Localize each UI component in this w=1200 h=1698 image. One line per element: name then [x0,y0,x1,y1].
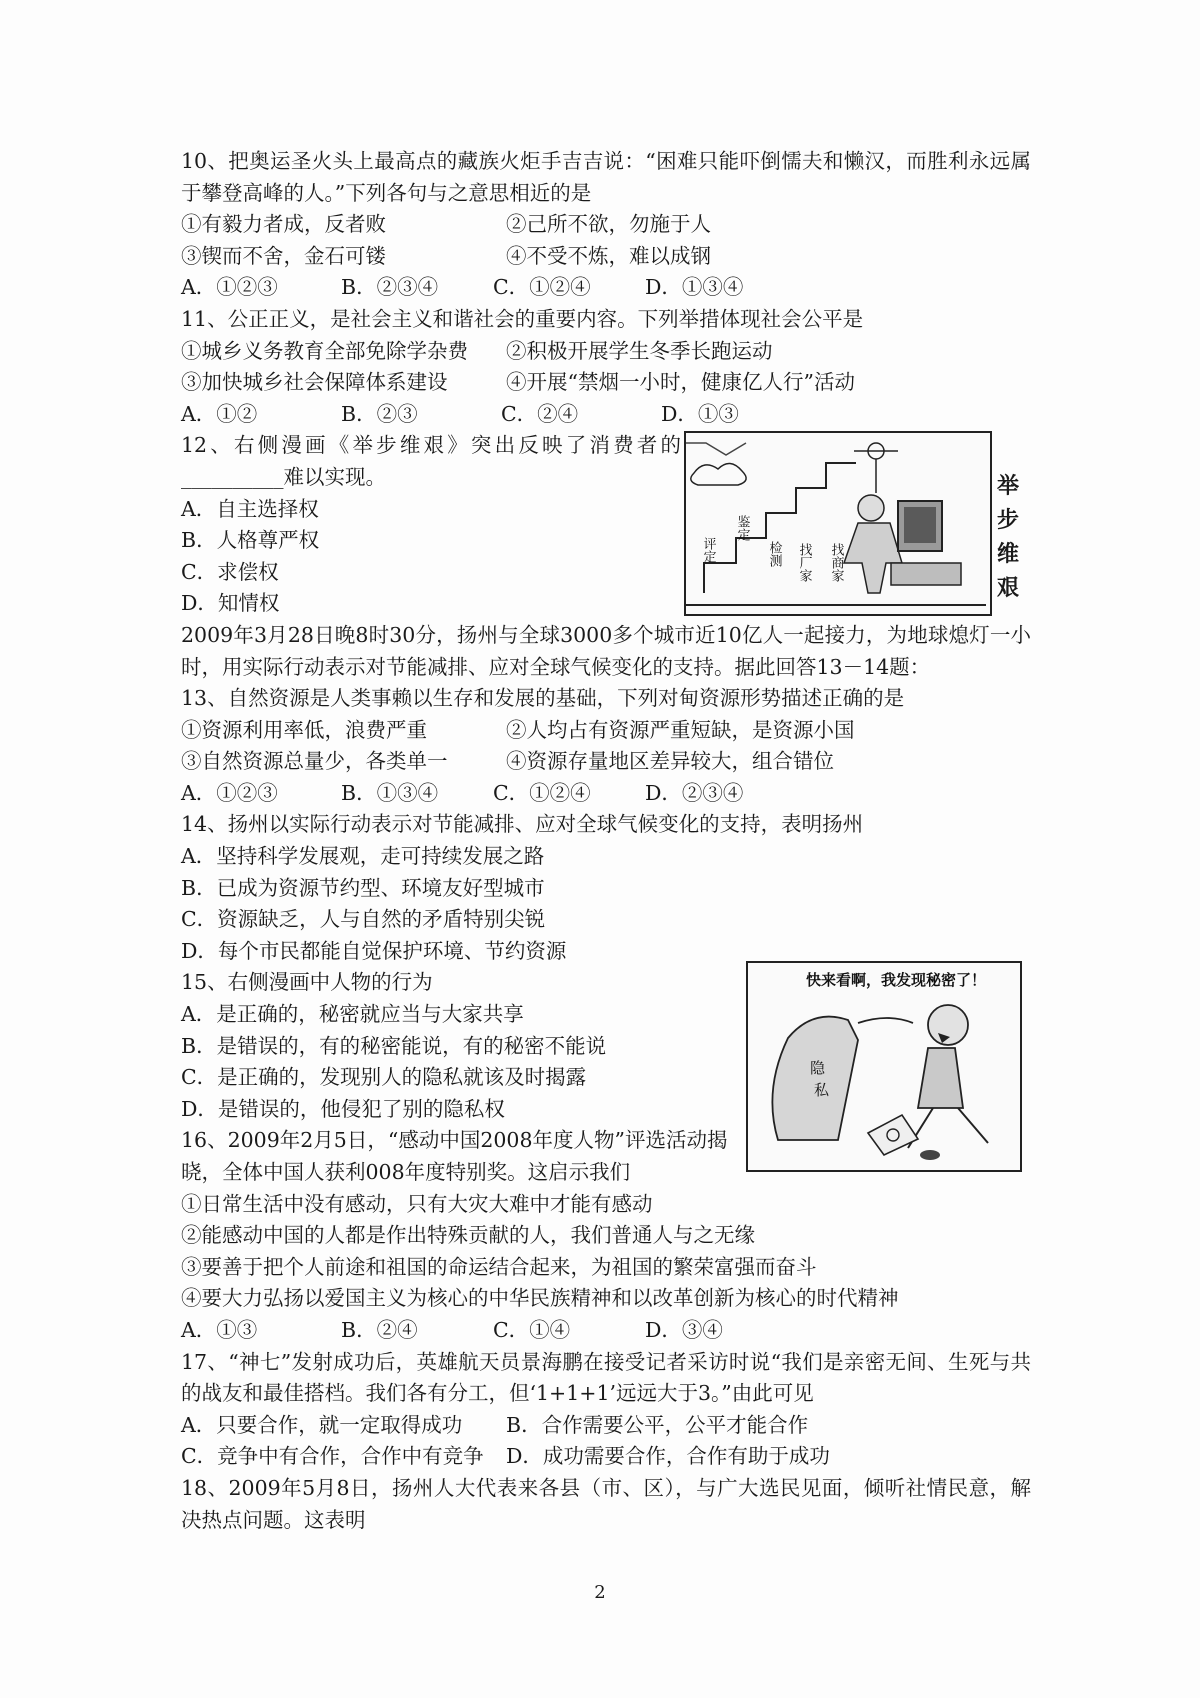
q17-stem: 17、“神七”发射成功后，英雄航天员景海鹏在接受记者采访时说“我们是亲密无间、生死与共的战友和最佳搭档。我们各有分工，但‘1+1+1’远远大于3。”由此可见 [181,1349,1031,1406]
page-number: 2 [594,1582,606,1603]
q10-option-b: B．②③④ [341,275,439,300]
q14-option-c: C．资源缺乏，人与自然的矛盾特别尖锐 [181,907,546,932]
q11-items-row2 [181,367,1031,399]
q12-option-a: A．自主选择权 [181,496,319,521]
q10-item-3: ③锲而不舍，金石可镂 [181,243,386,268]
q10-item-1: ①有毅力者成，反者败 [181,212,386,237]
q13-stem: 13、自然资源是人类事赖以生存和发展的基础，下列对甸资源形势描述正确的是 [181,686,905,711]
q13-option-a: A．①②③ [181,780,278,805]
q16-item-2: ②能感动中国的人都是作出特殊贡献的人，我们普通人与之无缘 [181,1223,755,1248]
q12-option-d: D．知情权 [181,591,280,616]
q17-option-c: C．竞争中有合作，合作中有竞争 [181,1444,484,1469]
q13-item-1: ①资源利用率低，浪费严重 [181,717,427,742]
q14-option-d: D．每个市民都能自觉保护环境、节约资源 [181,938,567,963]
cartoon-jubu-title [993,470,1023,606]
q11-item-4: ④开展“禁烟一小时，健康亿人行”活动 [506,370,855,395]
q18-stem: 18、2009年5月8日，扬州人大代表来各县（市、区），与广大选民见面，倾听社情民意，解决热点问题。这表明 [181,1475,1031,1532]
cartoon-jubu-weijian-drawing [686,433,990,614]
q10-option-a: A．①②③ [181,275,278,300]
q13-item-2: ②人均占有资源严重短缺，是资源小国 [506,717,855,742]
q13-option-b: B．①③④ [341,780,439,805]
q15-option-d: D．是错误的，他侵犯了别的隐私权 [181,1096,505,1121]
cartoon-title-char: 步 [996,508,1019,533]
q13-items-row1 [181,715,1031,747]
q17-option-d: D．成功需要合作，合作有助于成功 [506,1444,830,1469]
cartoon-privacy-label: 隐 [810,1059,826,1077]
q15-option-a: A．是正确的，秘密就应当与大家共享 [181,1002,524,1027]
q12-option-c: C．求偿权 [181,559,279,584]
q11-item-2: ②积极开展学生冬季长跑运动 [506,338,773,363]
q15-stem: 15、右侧漫画中人物的行为 [181,970,433,995]
q13-item-3: ③自然资源总量少，各类单一 [181,749,448,774]
q17-options-row1 [181,1410,1031,1442]
q11-item-1: ①城乡义务教育全部免除学杂费 [181,338,468,363]
q13-option-d: D．②③④ [645,780,744,805]
q11-options [181,399,1031,431]
q14-option-a: A．坚持科学发展观，走可持续发展之路 [181,844,545,869]
intro-13-14: 2009年3月28日晚8时30分，扬州与全球3000多个城市近10亿人一起接力，为地球熄灯一小时，用实际行动表示对节能减排、应对全球气候变化的支持。据此回答13－14题： [181,622,1031,679]
cartoon-title-char: 维 [996,542,1019,567]
q10-item-2: ②己所不欲，勿施于人 [506,212,711,237]
q16-stem-line1: 16、2009年2月5日，“感动中国2008年度人物”评选活动揭 [181,1128,728,1153]
q16-option-b: B．②④ [341,1317,418,1342]
cartoon-privacy-label: 私 [814,1081,830,1099]
q12-stem: 12、右侧漫画《举步维艰》突出反映了消费者的__________难以实现。 [181,433,681,489]
q11-option-a: A．①② [181,401,258,426]
q17-options-row2 [181,1441,1031,1473]
cartoon-jubu-weijian [684,431,992,616]
q10-option-c: C．①②④ [493,275,591,300]
q10-item-4: ④不受不炼，难以成钢 [506,243,711,268]
cartoon-step-label: 找商家 [828,543,844,582]
q13-items-row2 [181,746,1031,778]
cartoon-step-label: 找厂家 [796,543,812,582]
q17-option-a: A．只要合作，就一定取得成功 [181,1412,463,1437]
q10-items-row2 [181,241,1031,273]
q13-options [181,778,1031,810]
cartoon-step-label: 检测 [766,541,782,567]
q17-option-b: B．合作需要公平，公平才能合作 [506,1412,809,1437]
q16-item-4: ④要大力弘扬以爱国主义为核心的中华民族精神和以改革创新为核心的时代精神 [181,1286,899,1311]
cartoon-step-label: 鉴定 [734,515,750,541]
question-content [181,146,1031,1536]
cartoon-privacy [746,961,1022,1172]
q11-option-c: C．②④ [501,401,579,426]
q15-option-b: B．是错误的，有的秘密能说，有的秘密不能说 [181,1033,607,1058]
q11-stem: 11、公正正义，是社会主义和谐社会的重要内容。下列举措体现社会公平是 [181,306,864,331]
q12-option-b: B．人格尊严权 [181,528,320,553]
q10-option-d: D．①③④ [645,275,744,300]
q11-option-b: B．②③ [341,401,418,426]
q13-option-c: C．①②④ [493,780,591,805]
q11-option-d: D．①③ [661,401,739,426]
q10-items-row1 [181,209,1031,241]
q16-options [181,1315,1031,1347]
q14-stem: 14、扬州以实际行动表示对节能减排、应对全球气候变化的支持，表明扬州 [181,812,864,837]
q16-option-c: C．①④ [493,1317,571,1342]
cartoon-title-char: 艰 [996,576,1019,601]
cartoon-privacy-drawing [748,963,1020,1170]
q15-option-c: C．是正确的，发现别人的隐私就该及时揭露 [181,1065,587,1090]
cartoon-title-char: 举 [996,474,1019,499]
q14-option-b: B．已成为资源节约型、环境友好型城市 [181,875,545,900]
q11-items-row1 [181,336,1031,368]
q10-options [181,272,1031,304]
q16-stem-line2: 晓，全体中国人获利008年度特别奖。这启示我们 [181,1160,631,1184]
q16-option-d: D．③④ [645,1317,723,1342]
q16-item-3: ③要善于把个人前途和祖国的命运结合起来，为祖国的繁荣富强而奋斗 [181,1254,817,1279]
q16-item-1: ①日常生活中没有感动，只有大灾大难中才能有感动 [181,1191,653,1216]
q16-option-a: A．①③ [181,1317,258,1342]
cartoon-step-label: 评定 [700,537,716,563]
q11-item-3: ③加快城乡社会保障体系建设 [181,370,448,395]
q13-item-4: ④资源存量地区差异较大，组合错位 [506,749,834,774]
cartoon-privacy-caption: 快来看啊，我发现秘密了！ [806,971,987,989]
q10-stem: 10、把奥运圣火头上最高点的藏族火炬手吉吉说：“困难只能吓倒懦夫和懒汉，而胜利永远属于攀登高峰的人。”下列各句与之意思相近的是 [181,149,1031,205]
